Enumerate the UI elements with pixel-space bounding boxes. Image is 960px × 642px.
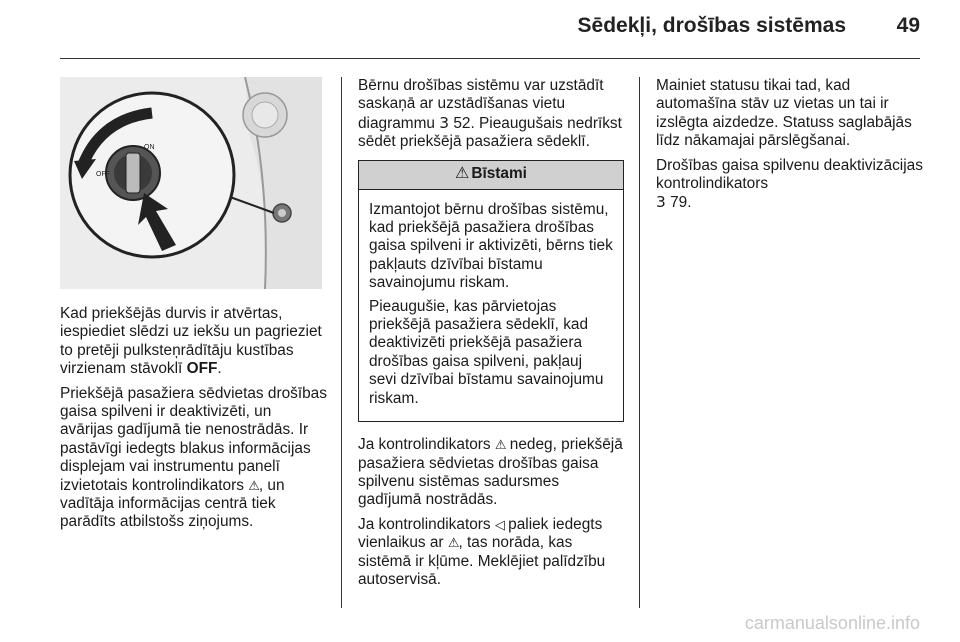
paragraph-indicator-fault xyxy=(358,516,624,590)
text-run: Kad priekšējās durvis ir atvērtas, iespiediet slēdzi uz iekšu un pagrieziet to pretēji pulksteņrādītāju kustības virzienam stāvoklī xyxy=(60,305,322,378)
column-divider-right xyxy=(639,77,640,608)
warning-triangle-icon: ⚠ xyxy=(455,165,470,183)
text-run: paliek iedegts vienlaikus ar xyxy=(358,515,603,552)
warning-title: Bīstami xyxy=(471,165,527,183)
text-run: . xyxy=(217,360,222,378)
header-divider xyxy=(60,58,920,59)
watermark: carmanualsonline.info xyxy=(744,613,920,633)
airbag-switch-drawing xyxy=(60,77,322,289)
paragraph-switch-instructions xyxy=(60,305,328,379)
off-label: OFF xyxy=(186,360,218,378)
page-reference-number: 79. xyxy=(665,194,692,212)
paragraph-indicator-off xyxy=(358,436,624,510)
text-run: Ja kontrolindikators xyxy=(358,436,495,454)
page-reference-icon: 3 xyxy=(439,113,450,132)
text-run: Priekšējā pasažiera sēdvietas drošības gaisa spilveni ir deaktivizēti, un avārijas gadījumā tie nenostrādās. Ir pastāvīgi iedegts blakus informācijas displejam vai instrumentu panelī izvietotais kontrolindikators xyxy=(60,384,327,494)
airbag-off-indicator-icon: ⚠ xyxy=(248,477,259,493)
text-run: , un vadītāja informācijas centrā tiek parādīts atbilstošs ziņojums. xyxy=(60,476,285,531)
column-3 xyxy=(656,77,924,219)
switch-off-label: OFF xyxy=(96,171,110,178)
airbag-off-indicator-icon: ⚠ xyxy=(494,437,506,453)
text-run: Drošības gaisa spilvenu deaktivizācijas kontrolindikators xyxy=(656,156,923,193)
column-divider-left xyxy=(341,77,342,608)
page-reference-icon: 3 xyxy=(656,193,666,212)
text-run: nedeg, priekšējā pasažiera sēdvietas drošības gaisa spilvenu sistēmas sadursmes gadījumā nostrādās. xyxy=(358,436,623,509)
switch-on-label: ON xyxy=(144,144,155,151)
warning-header xyxy=(359,161,623,190)
warning-body xyxy=(359,190,623,421)
page-number: 49 xyxy=(896,14,920,37)
text-run: , tas norāda, kas sistēmā ir kļūme. Meklējiet palīdzību autoservisā. xyxy=(358,534,606,588)
warning-paragraph: Izmantojot bērnu drošības sistēmu, kad priekšējā pasažiera drošības gaisa spilveni ir aktivizēti, bērns tiek pakļauts dzīvībai bīstamu savainojumu riskam. xyxy=(369,200,613,292)
text-run: Ja kontrolindikators xyxy=(358,515,495,533)
paragraph-status-change: Mainiet statusu tikai tad, kad automašīna stāv uz vietas un tai ir izslēgta aizdedze. Statuss saglabājās līdz nākamajai pārslēgšanai. xyxy=(656,77,912,150)
paragraph-indicator-reference xyxy=(656,157,924,213)
column-1 xyxy=(60,77,328,538)
text-run: Bērnu drošības sistēmu var uzstādīt saskaņā ar uzstādīšanas vietu diagrammu xyxy=(358,77,604,132)
text-run: 52. Pieaugušais nedrīkst sēdēt priekšējā pasažiera sēdeklī. xyxy=(358,114,622,151)
page-title: Sēdekļi, drošības sistēmas xyxy=(577,14,846,37)
warning-box xyxy=(358,160,624,422)
airbag-on-indicator-icon: ◁ xyxy=(494,516,504,532)
airbag-warning-indicator-icon: ⚠ xyxy=(447,535,459,551)
paragraph-child-seat-intro xyxy=(358,77,624,152)
paragraph-airbag-deactivated xyxy=(60,385,328,532)
column-2 xyxy=(358,77,624,595)
warning-paragraph: Pieaugušie, kas pārvietojas priekšējā pasažiera sēdeklī, kad deaktivizēti priekšējā pasažiera drošības gaisa spilveni, pakļauj sevi dzīvībai bīstamu savainojumu riskam. xyxy=(369,297,604,407)
airbag-switch-illustration xyxy=(60,77,322,289)
